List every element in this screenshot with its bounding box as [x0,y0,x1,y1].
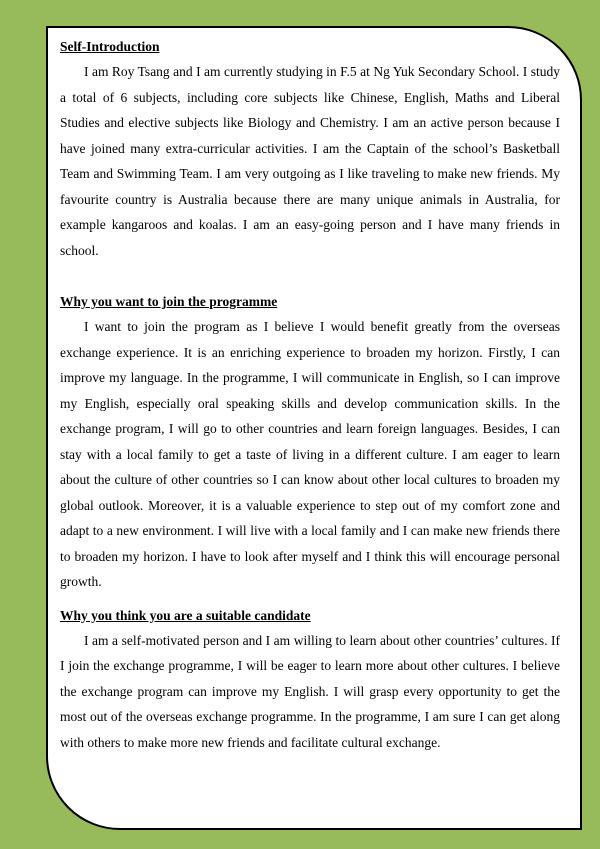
document-content [60,34,560,755]
section-heading-why-join: Why you want to join the programme [60,294,278,309]
section-heading-self-introduction: Self-Introduction [60,39,160,54]
self-introduction-paragraph: I am Roy Tsang and I am currently studying in F.5 at Ng Yuk Secondary School. I study a total of 6 subjects, including core subjects like Chinese, English, Maths and Liberal Studies and elective subjects like Biology and Chemistry. I am an active person because I have joined many extra-curricular activities. I am the Captain of the school’s Basketball Team and Swimming Team. I am very outgoing as I like traveling to make new friends. My favourite country is Australia because there are many unique animals in Australia, for example kangaroos and koalas. I am an easy-going person and I have many friends in school. [60,64,560,258]
page-frame [46,26,582,830]
section-spacer [60,263,560,289]
section-spacer [60,595,560,603]
why-join-paragraph: I want to join the program as I believe I would benefit greatly from the overseas exchange experience. It is an enriching experience to broaden my horizon. Firstly, I can improve my language. In the programme, I will communicate in English, so I can improve my English, especially oral speaking skills and develop communication skills. In the exchange program, I will go to other countries and learn foreign languages. Besides, I can stay with a local family to get a taste of living in a different culture. I am eager to learn about the culture of other countries so I can know about other local cultures to broaden my global outlook. Moreover, it is a valuable experience to step out of my comfort zone and adapt to a new environment. I will live with a local family and I can make new friends there to broaden my horizon. I have to look after myself and I think this will encourage personal growth. [60,319,560,589]
section-heading-suitable-candidate: Why you think you are a suitable candidate [60,607,311,623]
suitable-candidate-paragraph: I am a self-motivated person and I am willing to learn about other countries’ cultures. If I join the exchange programme, I will be eager to learn more about other cultures. I believe the exchange program can improve my English. I will grasp every opportunity to get the most out of the overseas exchange programme. In the programme, I am sure I can get along with others to make more new friends and facilitate cultural exchange. [60,632,560,750]
